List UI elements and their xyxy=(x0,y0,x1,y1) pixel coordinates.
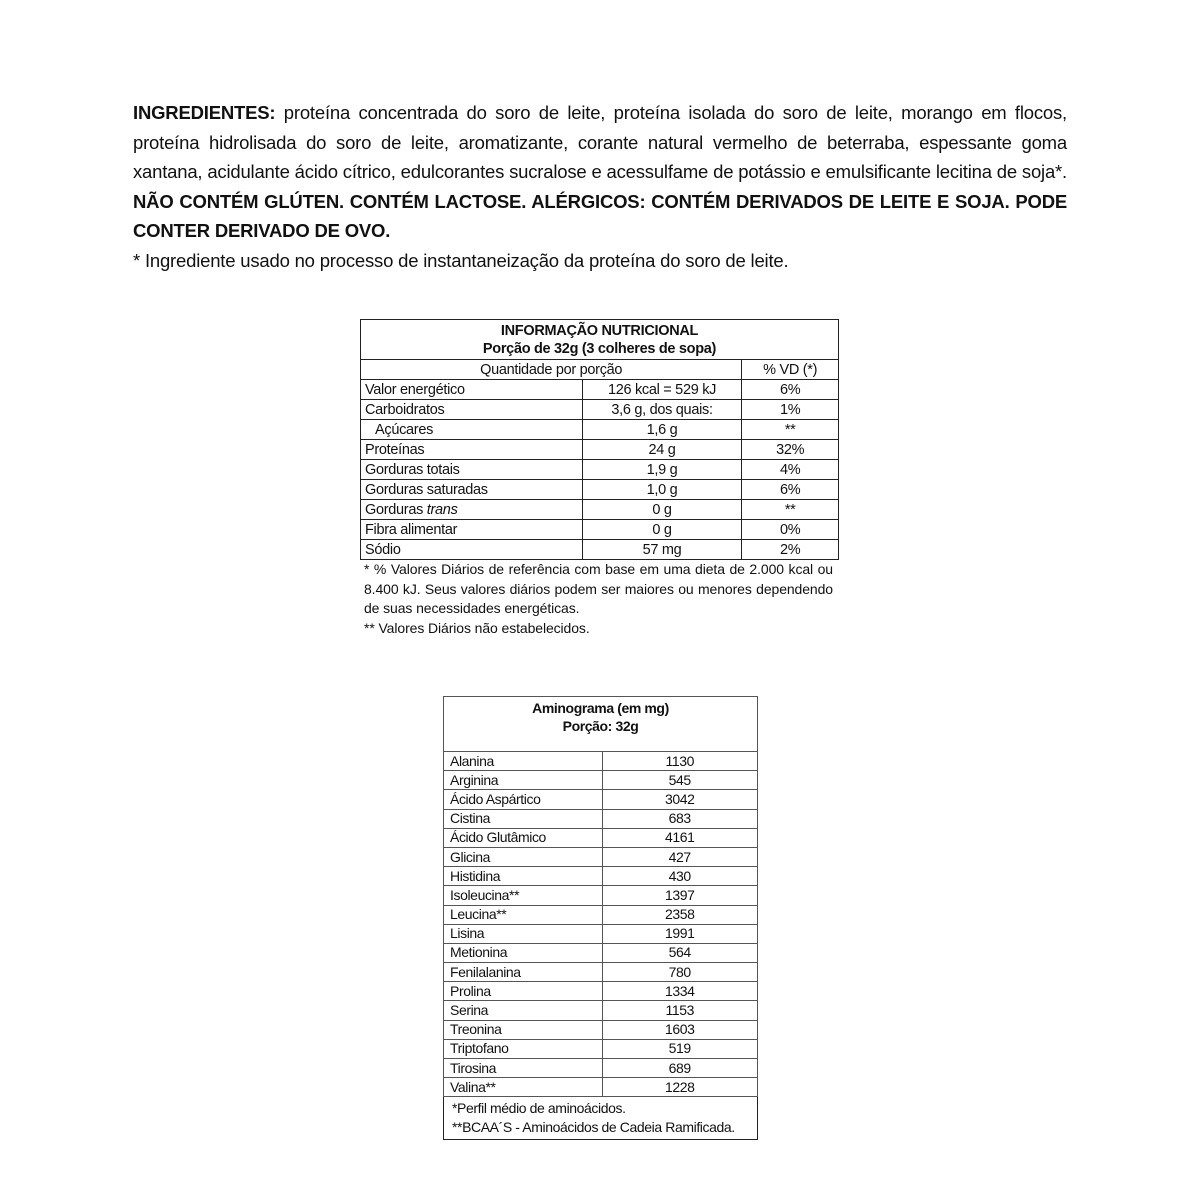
amino-acid-value: 430 xyxy=(602,867,758,886)
amino-row xyxy=(444,771,758,790)
amino-row xyxy=(444,752,758,771)
amino-acid-value: 1334 xyxy=(602,982,758,1001)
ingredients-label: INGREDIENTES: xyxy=(133,102,276,123)
nutrition-row xyxy=(361,460,839,480)
amino-acid-name: Treonina xyxy=(444,1020,603,1039)
amino-row xyxy=(444,886,758,905)
nutrient-name xyxy=(361,380,583,400)
ingredients-text: proteína concentrada do soro de leite, proteína isolada do soro de leite, morango em flocos, proteína hidrolisada do soro de leite, aromatizante, corante natural vermelho de beterraba, espessante goma xantana, acidulante ácido cítrico, edulcorantes sucralose e acessulfame de potássio e emulsificante lecitina de soja*. xyxy=(133,102,1067,182)
nutrient-amount: 0 g xyxy=(582,520,742,540)
aminogram-portion: Porção: 32g xyxy=(562,718,639,734)
nutrient-amount: 57 mg xyxy=(582,540,742,560)
amino-row xyxy=(444,943,758,962)
amino-row xyxy=(444,1039,758,1058)
amino-acid-value: 4161 xyxy=(602,828,758,847)
amino-acid-value: 1153 xyxy=(602,1001,758,1020)
amino-acid-value: 427 xyxy=(602,847,758,866)
aminogram-note-profile: *Perfil médio de aminoácidos. xyxy=(452,1100,626,1117)
nutrient-name-italic: trans xyxy=(426,501,458,518)
nutrition-note-daily-values: * % Valores Diários de referência com base em uma dieta de 2.000 kcal ou 8.400 kJ. Seus valores diários podem ser maiores ou menores dependendo de suas necessidades energéticas. xyxy=(364,561,833,616)
nutrient-name-text: Gorduras xyxy=(365,501,424,518)
nutrient-name xyxy=(361,480,583,500)
amino-row xyxy=(444,1078,758,1097)
amino-acid-name: Tirosina xyxy=(444,1059,603,1078)
aminogram-rows xyxy=(444,752,758,1097)
nutrient-name xyxy=(361,520,583,540)
nutrient-amount: 24 g xyxy=(582,440,742,460)
amino-row xyxy=(444,963,758,982)
nutrient-name xyxy=(361,500,583,520)
amino-acid-name: Glicina xyxy=(444,847,603,866)
amino-acid-value: 545 xyxy=(602,771,758,790)
nutrition-note-not-established: ** Valores Diários não estabelecidos. xyxy=(364,619,590,636)
nutrient-vd: 6% xyxy=(742,480,839,500)
amino-row xyxy=(444,867,758,886)
amino-row xyxy=(444,809,758,828)
ingredients-block xyxy=(133,98,1067,275)
nutrient-name-text: Gorduras totais xyxy=(365,461,460,478)
nutrition-rows xyxy=(361,380,839,560)
amino-acid-value: 564 xyxy=(602,943,758,962)
amino-acid-value: 1130 xyxy=(602,752,758,771)
amino-row xyxy=(444,1059,758,1078)
nutrient-name xyxy=(361,440,583,460)
vd-header: % VD (*) xyxy=(742,360,839,380)
nutrition-row xyxy=(361,500,839,520)
nutrient-name-text: Carboidratos xyxy=(365,401,445,418)
amino-acid-value: 780 xyxy=(602,963,758,982)
amino-acid-name: Fenilalanina xyxy=(444,963,603,982)
nutrient-name-text: Valor energético xyxy=(365,381,465,398)
nutrient-name-text: Açúcares xyxy=(375,421,434,438)
amino-acid-name: Alanina xyxy=(444,752,603,771)
aminogram-note-bcaa: **BCAA´S - Aminoácidos de Cadeia Ramificada. xyxy=(452,1118,735,1135)
nutrient-vd: 1% xyxy=(742,400,839,420)
amino-acid-value: 1228 xyxy=(602,1078,758,1097)
nutrient-name xyxy=(361,460,583,480)
amino-acid-name: Ácido Glutâmico xyxy=(444,828,603,847)
nutrition-table xyxy=(360,319,839,560)
quantity-header: Quantidade por porção xyxy=(361,360,742,380)
nutrition-facts xyxy=(360,319,839,638)
ingredients-footnote: * Ingrediente usado no processo de instantaneização da proteína do soro de leite. xyxy=(133,249,789,271)
amino-row xyxy=(444,828,758,847)
nutrient-vd: ** xyxy=(742,500,839,520)
nutrient-vd: 32% xyxy=(742,440,839,460)
aminogram-table xyxy=(443,696,758,1140)
amino-acid-value: 1991 xyxy=(602,924,758,943)
amino-row xyxy=(444,1020,758,1039)
amino-row xyxy=(444,1001,758,1020)
nutrient-vd: 4% xyxy=(742,460,839,480)
nutrient-name xyxy=(361,400,583,420)
amino-acid-name: Metionina xyxy=(444,943,603,962)
amino-row xyxy=(444,924,758,943)
amino-acid-value: 2358 xyxy=(602,905,758,924)
nutrition-header xyxy=(361,320,839,360)
amino-acid-value: 689 xyxy=(602,1059,758,1078)
nutrient-amount: 3,6 g, dos quais: xyxy=(582,400,742,420)
nutrient-name xyxy=(361,540,583,560)
nutrient-vd: 0% xyxy=(742,520,839,540)
amino-acid-name: Histidina xyxy=(444,867,603,886)
amino-acid-name: Cistina xyxy=(444,809,603,828)
amino-acid-name: Triptofano xyxy=(444,1039,603,1058)
nutrient-name-text: Sódio xyxy=(365,541,401,558)
amino-row xyxy=(444,982,758,1001)
nutrition-row xyxy=(361,480,839,500)
amino-acid-name: Prolina xyxy=(444,982,603,1001)
amino-acid-name: Arginina xyxy=(444,771,603,790)
nutrition-row xyxy=(361,380,839,400)
amino-acid-name: Lisina xyxy=(444,924,603,943)
nutrient-vd: 6% xyxy=(742,380,839,400)
aminogram-notes xyxy=(444,1097,758,1140)
nutrient-vd: 2% xyxy=(742,540,839,560)
nutrition-notes xyxy=(360,560,839,638)
nutrient-amount: 1,0 g xyxy=(582,480,742,500)
nutrition-row xyxy=(361,440,839,460)
amino-acid-name: Leucina** xyxy=(444,905,603,924)
amino-acid-name: Serina xyxy=(444,1001,603,1020)
nutrient-name-text: Gorduras saturadas xyxy=(365,481,488,498)
amino-acid-value: 1603 xyxy=(602,1020,758,1039)
nutrient-amount: 1,9 g xyxy=(582,460,742,480)
aminogram xyxy=(443,696,758,1140)
allergen-warnings: NÃO CONTÉM GLÚTEN. CONTÉM LACTOSE. ALÉRGICOS: CONTÉM DERIVADOS DE LEITE E SOJA. PODE CONTER DERIVADO DE OVO. xyxy=(133,190,1067,241)
nutrient-name xyxy=(361,420,583,440)
amino-acid-value: 3042 xyxy=(602,790,758,809)
nutrient-amount: 126 kcal = 529 kJ xyxy=(582,380,742,400)
nutrient-amount: 0 g xyxy=(582,500,742,520)
nutrient-vd: ** xyxy=(742,420,839,440)
amino-row xyxy=(444,905,758,924)
nutrient-amount: 1,6 g xyxy=(582,420,742,440)
amino-acid-name: Isoleucina** xyxy=(444,886,603,905)
amino-acid-value: 519 xyxy=(602,1039,758,1058)
nutrition-row xyxy=(361,540,839,560)
nutrition-title: INFORMAÇÃO NUTRICIONAL xyxy=(500,323,699,339)
amino-acid-name: Valina** xyxy=(444,1078,603,1097)
nutrition-row xyxy=(361,520,839,540)
amino-row xyxy=(444,790,758,809)
amino-row xyxy=(444,847,758,866)
amino-acid-value: 683 xyxy=(602,809,758,828)
aminogram-header xyxy=(444,697,758,752)
amino-acid-value: 1397 xyxy=(602,886,758,905)
nutrition-portion: Porção de 32g (3 colheres de sopa) xyxy=(482,341,717,357)
nutrient-name-text: Proteínas xyxy=(365,441,425,458)
nutrient-name-text: Fibra alimentar xyxy=(365,521,458,538)
aminogram-title: Aminograma (em mg) xyxy=(532,700,669,716)
nutrition-row xyxy=(361,400,839,420)
nutrition-row xyxy=(361,420,839,440)
amino-acid-name: Ácido Aspártico xyxy=(444,790,603,809)
